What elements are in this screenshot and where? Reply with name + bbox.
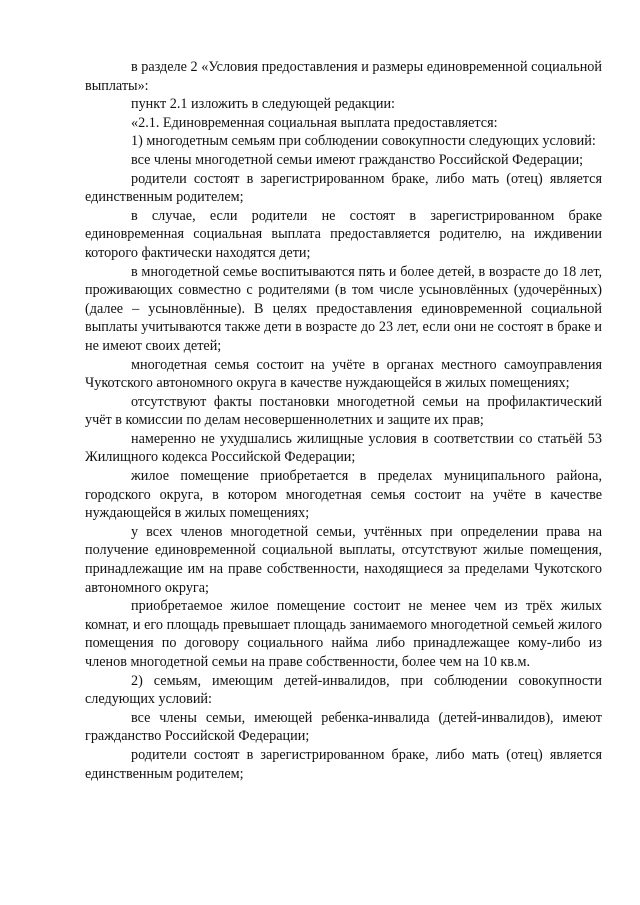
paragraph: 1) многодетным семьям при соблюдении совокупности следующих условий: xyxy=(131,133,596,150)
paragraph: в разделе 2 «Условия предоставления и размеры единовременной социальной выплаты»: xyxy=(85,59,602,94)
paragraph: «2.1. Единовременная социальная выплата предоставляется: xyxy=(131,114,498,131)
document-page xyxy=(85,58,602,783)
paragraph: в многодетной семье воспитываются пять и более детей, в возрасте до 18 лет, проживающих совместно с родителями (в том числе усыновлённых (удочерённых) (далее – усыновлённые). В целях предоставления единовременной социальной выплаты учитываются также дети в возрасте до 23 лет, если они не состоят в браке и не имеют своих детей; xyxy=(85,263,602,354)
paragraph: все члены многодетной семьи имеют гражданство Российской Федерации; xyxy=(131,151,584,168)
paragraph: 2) семьям, имеющим детей-инвалидов, при соблюдении совокупности следующих условий: xyxy=(85,672,602,708)
paragraph: приобретаемое жилое помещение состоит не менее чем из трёх жилых комнат, и его площадь превышает площадь занимаемого многодетной семьей жилого помещения по договору социального найма либо принадлежащее кому-либо из членов многодетной семьи на праве собственности, более чем на 10 кв.м. xyxy=(85,598,602,670)
paragraph: жилое помещение приобретается в пределах муниципального района, городского округа, в котором многодетная семья состоит на учёте в качестве нуждающейся в жилых помещениях; xyxy=(85,468,602,522)
paragraph: отсутствуют факты постановки многодетной семьи на профилактический учёт в комиссии по делам несовершеннолетних и защите их прав; xyxy=(85,393,602,429)
paragraph: родители состоят в зарегистрированном браке, либо мать (отец) является единственным родителем; xyxy=(85,746,602,782)
paragraph: в случае, если родители не состоят в зарегистрированном браке единовременная социальная выплата предоставляется родителю, на иждивении которого фактически находятся дети; xyxy=(85,207,602,261)
paragraph: у всех членов многодетной семьи, учтённых при определении права на получение единовременной социальной выплаты, отсутствуют жилые помещения, принадлежащие им на праве собственности, находящиеся за пределами Чукотского автономного округа; xyxy=(85,523,602,596)
paragraph: все члены семьи, имеющей ребенка-инвалида (детей-инвалидов), имеют гражданство Российской Федерации; xyxy=(85,709,602,745)
paragraph: многодетная семья состоит на учёте в органах местного самоуправления Чукотского автономного округа в качестве нуждающейся в жилых помещениях; xyxy=(85,356,602,392)
paragraph: родители состоят в зарегистрированном браке, либо мать (отец) является единственным родителем; xyxy=(85,170,602,206)
paragraph: намеренно не ухудшались жилищные условия в соответствии со статьёй 53 Жилищного кодекса Российской Федерации; xyxy=(85,430,602,466)
paragraph: пункт 2.1 изложить в следующей редакции: xyxy=(131,96,395,113)
